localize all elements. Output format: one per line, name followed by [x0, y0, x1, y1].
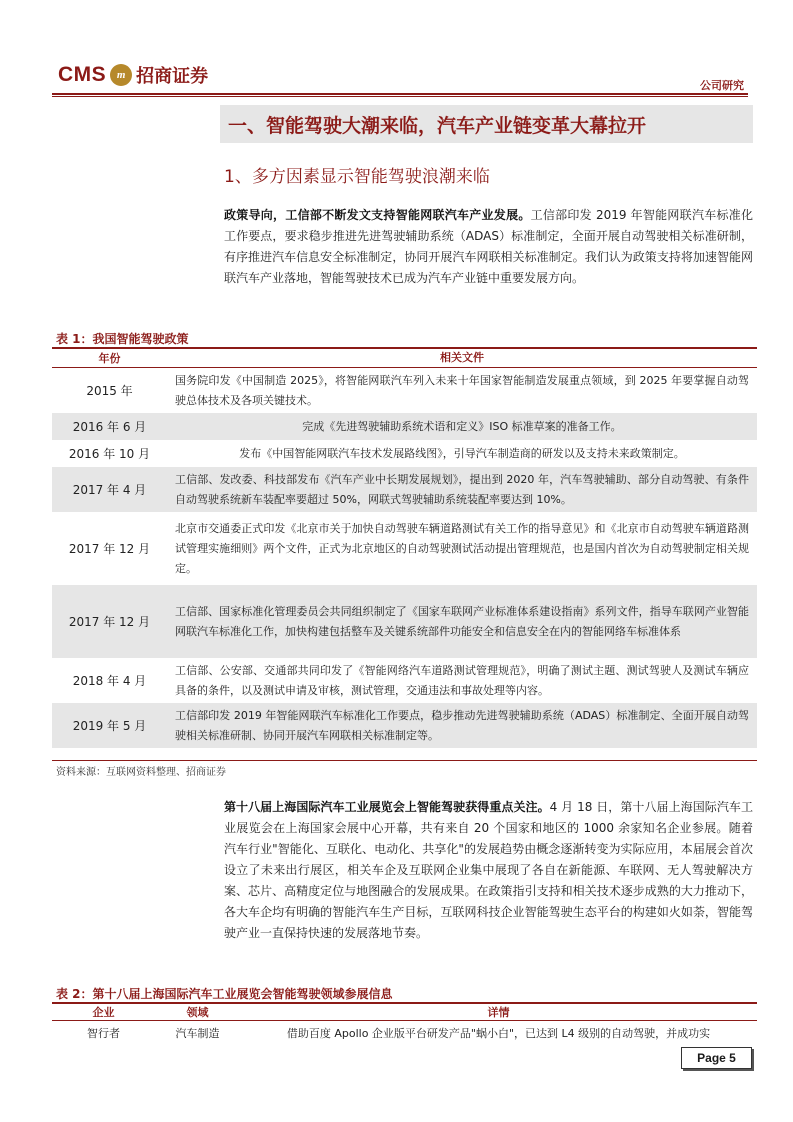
policy-paragraph-body: 工信部印发 2019 年智能网联汽车标准化工作要点，要求稳步推进先进驾驶辅助系统（ADAS）标准制定，全面开展自动驾驶相关标准研制，有序推进汽车信息安全标准制定，协同开展汽车网联相关标准制定。我们认为政策支持将加速智能网联汽车产业落地，智能驾驶技术已成为汽车产业链中重要发展方向。 [224, 208, 753, 285]
exhibit-table-header [52, 1004, 757, 1021]
policy-table-header [52, 349, 757, 368]
row-document: 工信部、发改委、科技部发布《汽车产业中长期发展规划》，提出到 2020 年，汽车驾驶辅助、部分自动驾驶、有条件自动驾驶系统新车装配率要超过 50%，网联式驾驶辅助系统装配率要达到 10%。 [175, 472, 749, 506]
logo-latin-text: CMS [58, 63, 107, 86]
table-row [52, 467, 757, 512]
header-rule [52, 93, 748, 95]
table-row [52, 512, 757, 585]
row-year: 2015 年 [86, 384, 133, 398]
header-year: 年份 [98, 352, 121, 365]
table1-bottom-rule [52, 760, 757, 761]
row-year: 2017 年 12 月 [68, 615, 151, 629]
row-document: 国务院印发《中国制造 2025》，将智能网联汽车列入未来十年国家智能制造发展重点领域，到 2025 年要掌握自动驾驶总体技术及各项关键技术。 [175, 373, 749, 407]
row-document: 发布《中国智能网联汽车技术发展路线图》，引导汽车制造商的研发以及支持未来政策制定。 [239, 446, 685, 460]
row-document: 工信部印发 2019 年智能网联汽车标准化工作要点，稳步推动先进驾驶辅助系统（ADAS）标准制定、全面开展自动驾驶相关标准研制、协同开展汽车网联相关标准制定等。 [175, 708, 749, 742]
table-row [52, 440, 757, 467]
table1-source: 资料来源：互联网资料整理、招商证券 [56, 767, 226, 778]
header-document: 相关文件 [440, 351, 484, 364]
header-company: 企业 [92, 1006, 115, 1019]
row-year: 2016 年 10 月 [68, 447, 151, 461]
table-row [52, 1022, 757, 1044]
header-rule-thin [52, 96, 748, 97]
row-document: 工信部、国家标准化管理委员会共同组织制定了《国家车联网产业标准体系建设指南》系列文件，指导车联网产业智能网联汽车标准化工作，加快构建包括整车及关键系统部件功能安全和信息安全在内的智能网络车标准体系 [175, 604, 749, 638]
policy-table [52, 349, 757, 748]
row-year: 2019 年 5 月 [72, 719, 147, 733]
row-company: 智行者 [87, 1027, 120, 1040]
section-subtitle: 1、多方因素显示智能驾驶浪潮来临 [224, 167, 490, 187]
report-category: 公司研究 [700, 79, 744, 92]
header-field: 领域 [186, 1006, 209, 1019]
table2-caption: 表 2：第十八届上海国际汽车工业展览会智能驾驶领域参展信息 [56, 987, 393, 1001]
section-title-bar [220, 105, 753, 143]
section-title: 一、智能驾驶大潮来临，汽车产业链变革大幕拉开 [228, 114, 647, 137]
logo-mark-letter: m [116, 69, 126, 81]
table1-caption: 表 1：我国智能驾驶政策 [56, 332, 189, 346]
autoshow-paragraph-lead: 第十八届上海国际汽车工业展览会上智能驾驶获得重点关注。 [224, 800, 550, 814]
table-row [52, 368, 757, 413]
table-row [52, 703, 757, 748]
row-year: 2018 年 4 月 [72, 674, 147, 688]
row-year: 2016 年 6 月 [72, 420, 147, 434]
page-number: Page 5 [681, 1047, 752, 1069]
row-document: 完成《先进驾驶辅助系统术语和定义》ISO 标准草案的准备工作。 [302, 419, 622, 433]
row-year: 2017 年 4 月 [72, 483, 147, 497]
header-detail: 详情 [487, 1006, 510, 1019]
table-row [52, 585, 757, 658]
row-document: 北京市交通委正式印发《北京市关于加快自动驾驶车辆道路测试有关工作的指导意见》和《北京市自动驾驶车辆道路测试管理实施细则》两个文件，正式为北京地区的自动驾驶测试活动提出管理规范，也是国内首次为自动驾驶制定相关规定。 [175, 521, 749, 575]
logo-chinese-text: 招商证券 [136, 66, 209, 87]
logo-mark-icon [110, 64, 132, 86]
policy-paragraph [224, 205, 753, 289]
row-document: 工信部、公安部、交通部共同印发了《智能网络汽车道路测试管理规范》，明确了测试主题、测试驾驶人及测试车辆应具备的条件，以及测试申请及审核，测试管理，交通违法和事故处理等内容。 [175, 663, 749, 697]
table-row [52, 413, 757, 440]
autoshow-paragraph [224, 797, 753, 944]
autoshow-paragraph-body: 4 月 18 日，第十八届上海国际汽车工业展览会在上海国家会展中心开幕，共有来自 20 个国家和地区的 1000 余家知名企业参展。随着汽车行业"智能化、互联化、电动化、共享化"的发展趋势由概念逐渐转变为实际应用，本届展会首次设立了未来出行展区，相关车企及互联网企业集中展现了各自在新能源、车联网、无人驾驶解决方案、芯片、高精度定位与地图融合的发展成果。在政策指引支持和相关技术逐步成熟的大力推动下，各大车企均有明确的智能汽车生产目标，互联网科技企业智能驾驶生态平台的构建如火如荼，智能驾驶产业一直保持快速的发展落地节奏。 [224, 800, 753, 940]
policy-paragraph-lead: 政策导向，工信部不断发文支持智能网联汽车产业发展。 [224, 208, 531, 222]
row-field: 汽车制造 [175, 1027, 220, 1040]
brand-logo [58, 60, 208, 90]
row-detail: 借助百度 Apollo 企业版平台研发产品"蜗小白"，已达到 L4 级别的自动驾驶，并成功实 [286, 1027, 711, 1040]
table-row [52, 658, 757, 703]
row-year: 2017 年 12 月 [68, 542, 151, 556]
